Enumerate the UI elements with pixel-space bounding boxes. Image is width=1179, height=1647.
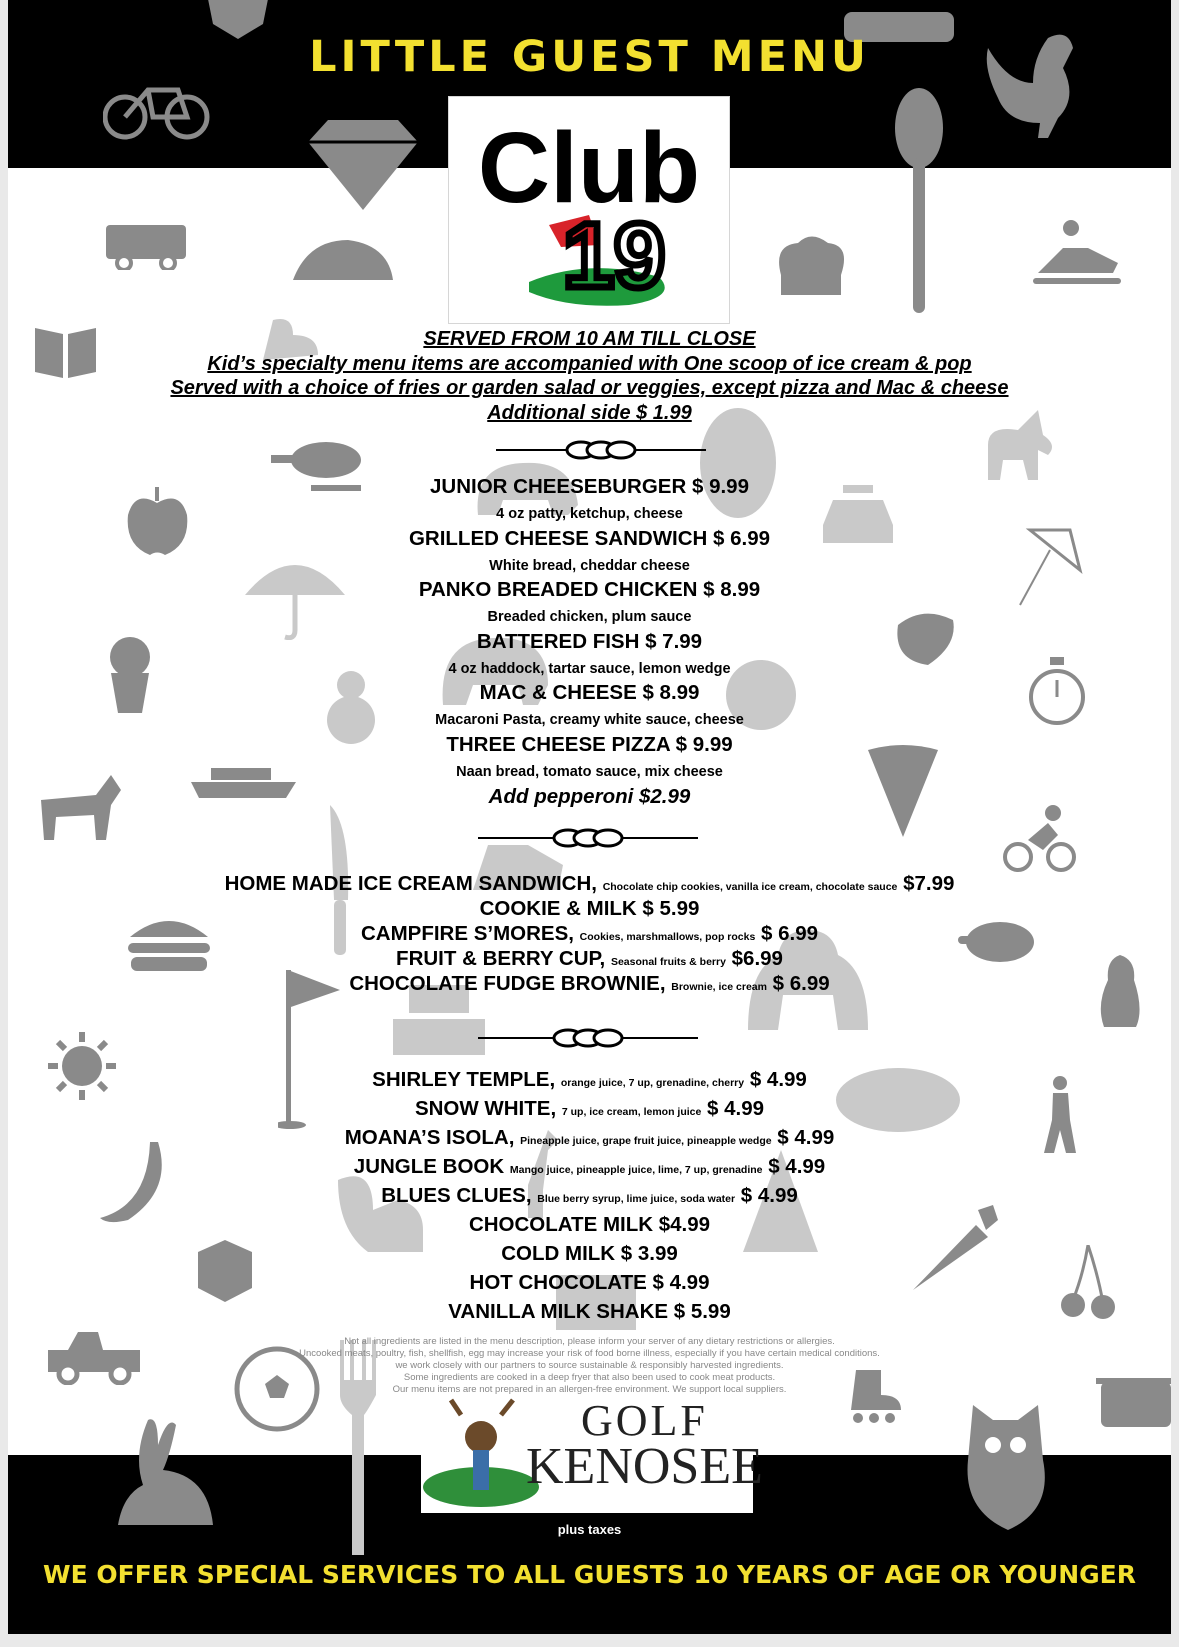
main-item-name: GRILLED CHEESE SANDWICH $ 6.99 <box>408 527 771 550</box>
dessert-desc: Cookies, marshmallows, pop rocks <box>579 931 756 943</box>
drink-desc: orange juice, 7 up, grenadine, cherry <box>560 1077 745 1089</box>
drink-name: SHIRLEY TEMPLE, <box>372 1068 556 1091</box>
drink-item <box>8 1097 1171 1124</box>
drink-item <box>8 1184 1171 1211</box>
main-item-name: MAC & CHEESE $ 8.99 <box>479 681 700 704</box>
dessert-item <box>8 897 1171 921</box>
kenosee-word: KENOSEE <box>526 1438 763 1495</box>
snowmobile-icon <box>1033 218 1123 288</box>
drink-name: SNOW WHITE, <box>414 1097 557 1120</box>
drink-name: BLUES CLUES, <box>381 1184 532 1207</box>
drink-item: HOT CHOCOLATE $ 4.99 <box>469 1271 710 1294</box>
logo-19-text: 19 <box>562 205 666 307</box>
main-item-desc: 4 oz haddock, tartar sauce, lemon wedge <box>448 661 731 677</box>
dessert-item <box>8 972 1171 999</box>
logo-club-text: Club <box>477 112 701 224</box>
menu-page <box>8 0 1171 1634</box>
disclaimer-line: Our menu items are not prepared in an allergen-free environment. We support local suppliers. <box>392 1384 787 1395</box>
bicycle-icon <box>103 75 213 145</box>
dessert-name: CAMPFIRE S’MORES, <box>360 922 574 945</box>
dessert-item <box>8 922 1171 949</box>
dessert-item <box>8 947 1171 974</box>
main-item-name: THREE CHEESE PIZZA $ 9.99 <box>446 733 733 756</box>
drink-price: $ 4.99 <box>740 1184 798 1207</box>
main-item-desc: Breaded chicken, plum sauce <box>487 609 692 625</box>
main-item-desc: Naan bread, tomato sauce, mix cheese <box>456 764 723 780</box>
spoon-icon <box>893 88 945 318</box>
drink-desc: 7 up, ice cream, lemon juice <box>561 1106 702 1118</box>
disclaimer-line: Some ingredients are cooked in a deep fryer that also been used to cook meat products. <box>403 1372 776 1383</box>
main-item-desc: Macaroni Pasta, creamy white sauce, cheese <box>435 712 744 728</box>
pepperoni-addon: Add pepperoni $2.99 <box>488 785 691 808</box>
dessert-desc: Seasonal fruits & berry <box>610 956 726 968</box>
drink-item: COLD MILK $ 3.99 <box>501 1242 678 1265</box>
drink-item: VANILLA MILK SHAKE $ 5.99 <box>448 1300 731 1323</box>
club19-logo <box>448 96 730 324</box>
intro-choice: Served with a choice of fries or garden salad or veggies, except pizza and Mac & cheese <box>170 377 1009 399</box>
drink-desc: Pineapple juice, grape fruit juice, pineapple wedge <box>520 1135 772 1147</box>
disclaimer-line: we work closely with our partners to source sustainable & responsibly harvested ingredients. <box>395 1360 784 1371</box>
dessert-desc: Chocolate chip cookies, vanilla ice cream, chocolate sauce <box>602 881 898 893</box>
drink-item <box>8 1126 1171 1153</box>
disclaimer-line: Uncooked meats, poultry, fish, shellfish, egg may increase your risk of food borne illness, especially if you have certain medical conditions. <box>299 1348 880 1359</box>
porcupine-icon <box>288 235 398 290</box>
diamond-icon <box>308 120 418 210</box>
dessert-name: FRUIT & BERRY CUP, <box>396 947 606 970</box>
menu-title: LITTLE GUEST MENU <box>309 32 870 82</box>
intro-specialty: Kid’s specialty menu items are accompanied with One scoop of ice cream & pop <box>207 353 972 375</box>
drink-price: $ 4.99 <box>768 1155 826 1178</box>
drink-name: JUNGLE BOOK <box>353 1155 505 1178</box>
drink-item <box>8 1068 1171 1095</box>
main-item-desc: 4 oz patty, ketchup, cheese <box>496 506 683 522</box>
cyclist-icon <box>1003 805 1078 875</box>
rabbit-icon <box>108 1415 218 1530</box>
dessert-desc: Brownie, ice cream <box>671 981 767 993</box>
dessert-name: COOKIE & MILK $ 5.99 <box>479 897 700 920</box>
golf-kenosee-logo <box>421 1395 763 1513</box>
drink-item: CHOCOLATE MILK $4.99 <box>468 1213 711 1236</box>
drink-desc: Blue berry syrup, lime juice, soda water <box>537 1193 736 1205</box>
dessert-price: $7.99 <box>903 872 955 895</box>
dessert-price: $ 6.99 <box>772 972 830 995</box>
intro-additional-side: Additional side $ 1.99 <box>487 402 692 424</box>
main-item-name: PANKO BREADED CHICKEN $ 8.99 <box>418 578 761 601</box>
dessert-item <box>8 872 1171 899</box>
main-item-desc: White bread, cheddar cheese <box>489 558 690 574</box>
main-item-name: JUNIOR CHEESEBURGER $ 9.99 <box>430 475 749 498</box>
drink-desc: Mango juice, pineapple juice, lime, 7 up, grenadine <box>509 1164 763 1176</box>
drink-price: $ 4.99 <box>749 1068 807 1091</box>
owl-icon <box>953 1400 1058 1535</box>
chef-hat-icon <box>773 235 848 300</box>
drink-price: $ 4.99 <box>707 1097 765 1120</box>
dessert-price: $6.99 <box>731 947 783 970</box>
dessert-name: CHOCOLATE FUDGE BROWNIE, <box>349 972 666 995</box>
rv-icon <box>106 225 196 270</box>
dessert-price: $ 6.99 <box>761 922 819 945</box>
intro-served: SERVED FROM 10 AM TILL CLOSE <box>423 328 756 350</box>
dessert-name: HOME MADE ICE CREAM SANDWICH, <box>224 872 597 895</box>
plus-taxes: plus taxes <box>557 1522 622 1537</box>
disclaimer-line: Not all ingredients are listed in the menu description, please inform your server of any dietary restrictions or allergies. <box>344 1336 835 1347</box>
ornament-divider <box>496 437 706 463</box>
special-services-banner: WE OFFER SPECIAL SERVICES TO ALL GUESTS 10 YEARS OF AGE OR YOUNGER <box>43 1560 1136 1589</box>
golf-word: GOLF <box>581 1396 708 1445</box>
main-item-name: BATTERED FISH $ 7.99 <box>476 630 703 653</box>
club19-logo-art <box>449 97 729 323</box>
drink-item <box>8 1155 1171 1182</box>
ornament-divider <box>478 825 698 851</box>
drink-price: $ 4.99 <box>777 1126 835 1149</box>
ornament-divider <box>478 1025 698 1051</box>
drink-name: MOANA’S ISOLA, <box>344 1126 515 1149</box>
